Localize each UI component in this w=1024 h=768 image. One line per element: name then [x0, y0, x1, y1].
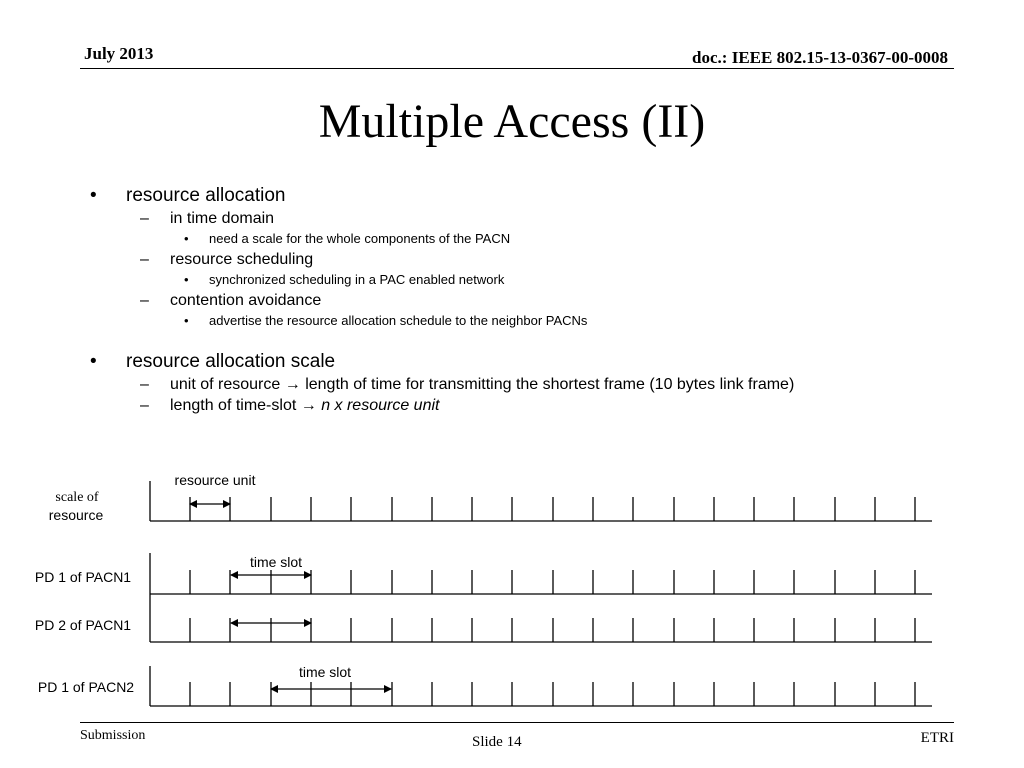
dash-marker: –	[140, 397, 149, 414]
sub-bullet-text: resource scheduling	[170, 251, 314, 268]
dash-marker: –	[140, 210, 149, 227]
sub-bullet-text-italic: n x resource unit	[321, 397, 440, 414]
right-arrow-icon: →	[284, 376, 301, 393]
time-slot-label-2: time slot	[298, 664, 352, 680]
footer-submission: Submission	[80, 728, 146, 743]
row-label-pd1-pacn2: PD 1 of PACN2	[37, 679, 135, 695]
footer-divider	[80, 722, 954, 723]
header-date: July 2013	[84, 44, 154, 63]
bullet-marker: •	[184, 313, 189, 328]
scale-of-resource-label-line2: resource	[48, 507, 104, 523]
dash-marker: –	[140, 292, 149, 309]
bullet-marker: •	[184, 272, 189, 287]
row-label-pd1-pacn1: PD 1 of PACN1	[34, 569, 132, 585]
sub-bullet-text: length of time for transmitting the shortest frame (10 bytes link frame)	[305, 376, 795, 393]
footer-organization: ETRI	[920, 730, 954, 746]
dash-marker: –	[140, 376, 149, 393]
sub-bullet-text: contention avoidance	[170, 292, 322, 309]
sub-bullet-text: in time domain	[170, 210, 275, 227]
sub-bullet-text: length of time-slot	[170, 397, 297, 414]
bullet-marker: •	[90, 351, 97, 372]
sub-sub-bullet-text: synchronized scheduling in a PAC enabled network	[209, 272, 505, 287]
bullet-text: resource allocation scale	[126, 351, 336, 372]
bullet-text: resource allocation	[126, 185, 286, 206]
sub-sub-bullet-text: need a scale for the whole components of the PACN	[209, 231, 511, 246]
header-doc-id: doc.: IEEE 802.15-13-0367-00-0008	[692, 48, 948, 67]
right-arrow-icon: →	[300, 397, 317, 414]
timing-diagram-lines	[150, 481, 932, 706]
scale-of-resource-label-line1: scale of	[55, 490, 99, 505]
slide-title: Multiple Access (II)	[318, 95, 706, 148]
sub-bullet-text: unit of resource	[170, 376, 281, 393]
sub-sub-bullet-text: advertise the resource allocation schedule to the neighbor PACNs	[209, 313, 588, 328]
bullet-marker: •	[90, 185, 97, 206]
dash-marker: –	[140, 251, 149, 268]
footer-slide-number: Slide 14	[472, 734, 522, 750]
resource-unit-label: resource unit	[174, 472, 256, 488]
row-label-pd2-pacn1: PD 2 of PACN1	[34, 617, 132, 633]
bullet-marker: •	[184, 231, 189, 246]
time-slot-label-1: time slot	[249, 554, 303, 570]
